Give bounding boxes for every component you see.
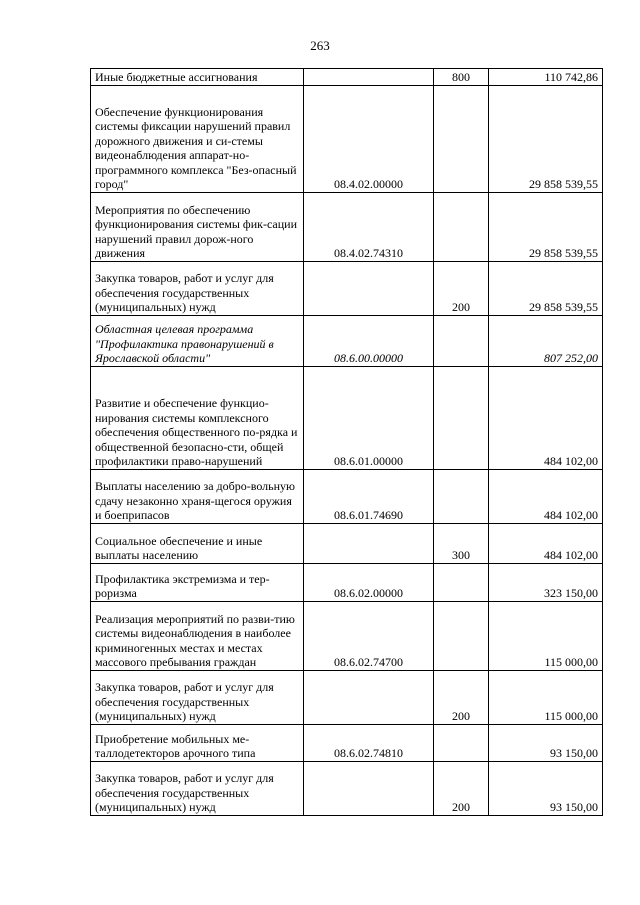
row-type-cell [434,316,489,367]
row-type-cell [434,193,489,262]
row-code-cell [304,262,434,316]
row-code-cell: 08.4.02.00000 [304,86,434,193]
row-amount-cell: 807 252,00 [489,316,603,367]
table-row [91,193,603,262]
row-amount-cell: 115 000,00 [489,671,603,725]
row-amount-cell: 484 102,00 [489,524,603,564]
row-code-cell: 08.6.02.74810 [304,725,434,762]
row-amount-cell: 323 150,00 [489,564,603,602]
row-code-cell [304,762,434,816]
row-code-cell [304,524,434,564]
table-row [91,262,603,316]
row-type-cell [434,564,489,602]
page-number: 263 [310,38,330,53]
row-amount-cell: 110 742,86 [489,69,603,86]
table-row [91,470,603,524]
row-code-cell: 08.4.02.74310 [304,193,434,262]
table-row [91,762,603,816]
row-name-cell: Закупка товаров, работ и услуг для обеспечения государственных (муниципальных) нужд [91,262,304,316]
row-name-cell: Мероприятия по обеспечению функционирования системы фик-сации нарушений правил дорож-ного движения [91,193,304,262]
row-code-cell [304,69,434,86]
row-name-cell: Иные бюджетные ассигнования [91,69,304,86]
row-code-cell: 08.6.01.00000 [304,367,434,470]
row-type-cell [434,86,489,193]
table-row [91,69,603,86]
table-row [91,316,603,367]
row-code-cell [304,671,434,725]
row-amount-cell: 29 858 539,55 [489,262,603,316]
row-name-cell: Закупка товаров, работ и услуг для обеспечения государственных (муниципальных) нужд [91,671,304,725]
row-code-cell: 08.6.02.00000 [304,564,434,602]
row-type-cell [434,725,489,762]
table-row [91,564,603,602]
row-name-cell: Закупка товаров, работ и услуг для обеспечения государственных (муниципальных) нужд [91,762,304,816]
row-code-cell: 08.6.01.74690 [304,470,434,524]
row-amount-cell: 93 150,00 [489,725,603,762]
row-name-cell: Областная целевая программа "Профилактика правонарушений в Ярославской области" [91,316,304,367]
table-row [91,524,603,564]
row-name-cell: Приобретение мобильных ме-таллодетекторов арочного типа [91,725,304,762]
row-code-cell: 08.6.00.00000 [304,316,434,367]
row-amount-cell: 29 858 539,55 [489,86,603,193]
row-name-cell: Социальное обеспечение и иные выплаты населению [91,524,304,564]
table-row [91,602,603,671]
row-code-cell: 08.6.02.74700 [304,602,434,671]
budget-table-body [91,69,603,816]
row-type-cell [434,470,489,524]
row-amount-cell: 115 000,00 [489,602,603,671]
row-name-cell: Профилактика экстремизма и тер-роризма [91,564,304,602]
row-type-cell: 300 [434,524,489,564]
row-name-cell: Реализация мероприятий по разви-тию системы видеонаблюдения в наиболее криминогенных местах и местах массового пребывания граждан [91,602,304,671]
table-row [91,86,603,193]
row-type-cell [434,602,489,671]
row-type-cell: 200 [434,671,489,725]
row-name-cell: Обеспечение функционирования системы фиксации нарушений правил дорожного движения и си-стемы видеонаблюдения аппарат-но-программного комплекса "Без-опасный город" [91,86,304,193]
row-name-cell: Развитие и обеспечение функцио-нирования системы комплексного обеспечения общественного по-рядка и общественной безопасно-сти, общей профилактики право-нарушений [91,367,304,470]
table-row [91,725,603,762]
row-amount-cell: 93 150,00 [489,762,603,816]
row-amount-cell: 484 102,00 [489,470,603,524]
row-amount-cell: 29 858 539,55 [489,193,603,262]
budget-table [90,68,603,816]
row-name-cell: Выплаты населению за добро-вольную сдачу незаконно храня-щегося оружия и боеприпасов [91,470,304,524]
row-type-cell: 200 [434,262,489,316]
table-row [91,367,603,470]
table-row [91,671,603,725]
row-type-cell: 200 [434,762,489,816]
row-type-cell [434,367,489,470]
row-type-cell: 800 [434,69,489,86]
row-amount-cell: 484 102,00 [489,367,603,470]
